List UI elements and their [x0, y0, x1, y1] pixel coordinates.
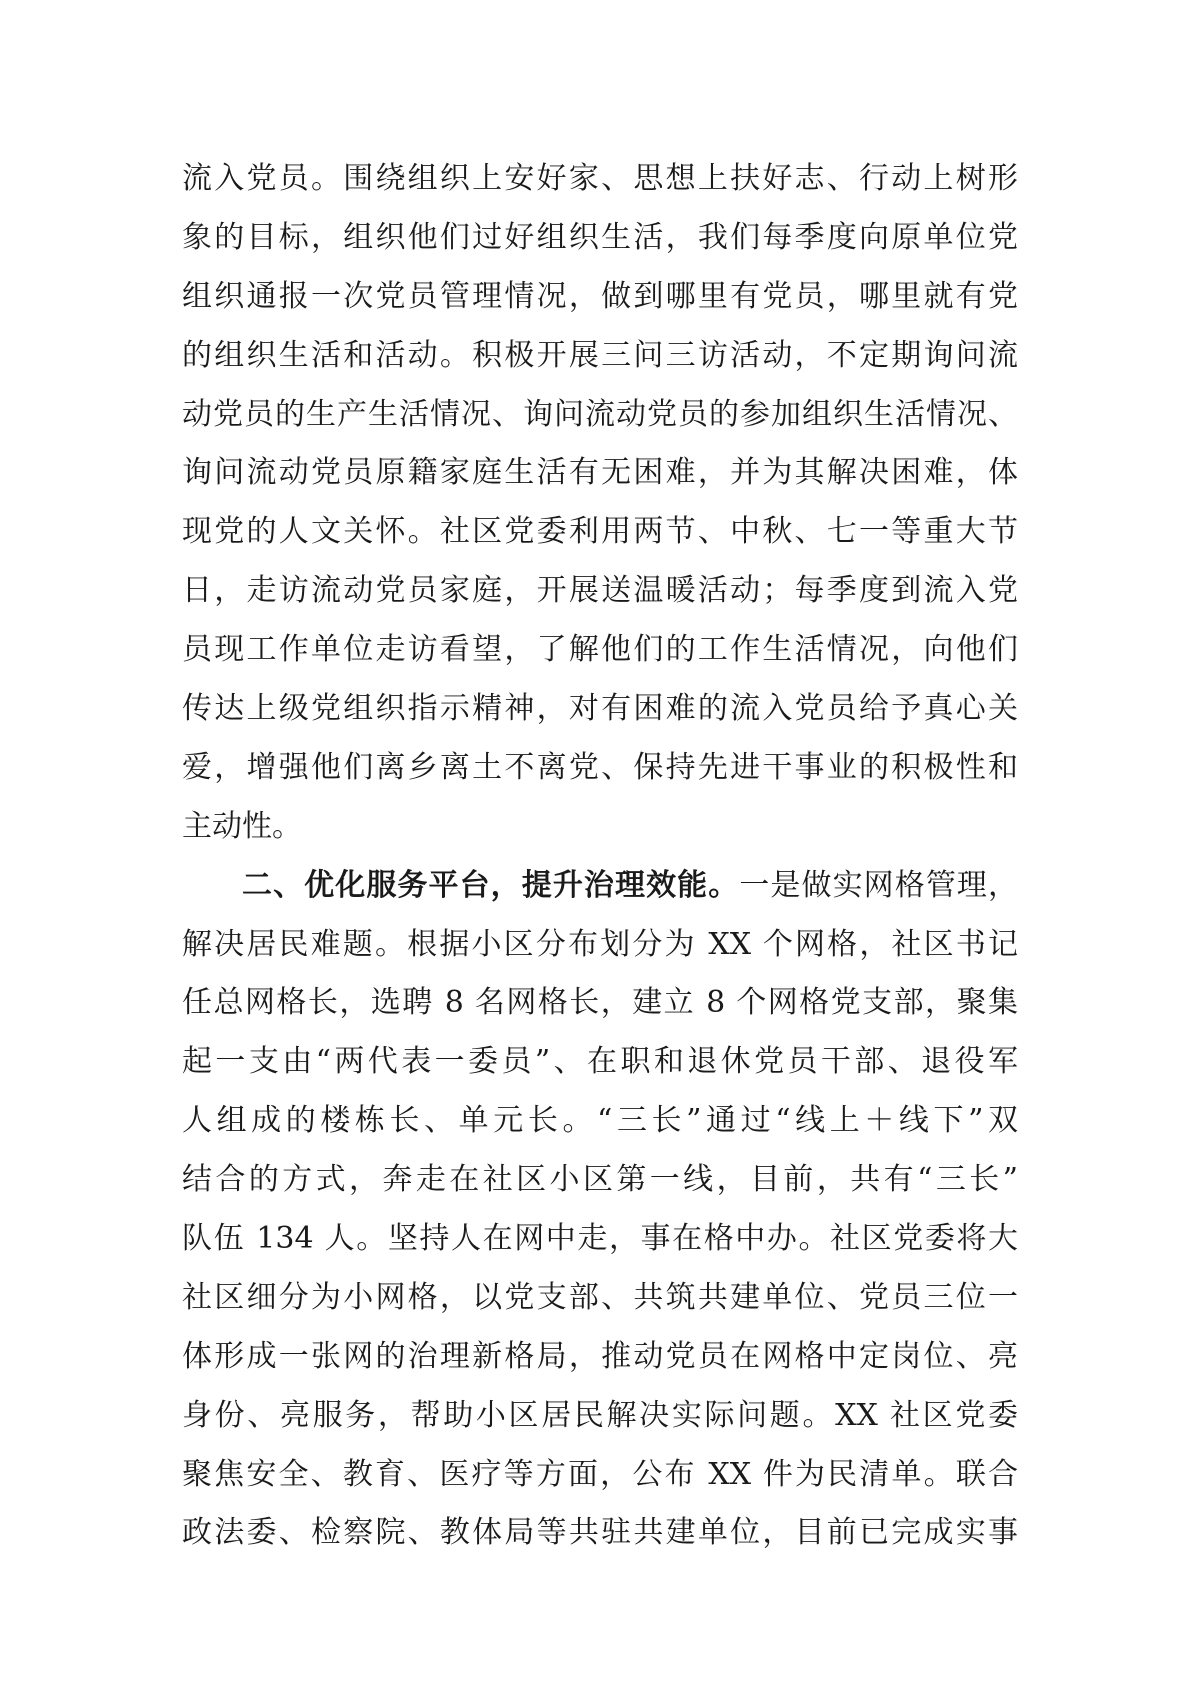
paragraph-1-line-4: 的组织生活和活动。积极开展三问三访活动，不定期询问流 [182, 337, 1018, 373]
paragraph-2-line-8: 社区细分为小网格，以党支部、共筑共建单位、党员三位一 [182, 1279, 1018, 1315]
paragraph-2-line-6: 结合的方式，奔走在社区小区第一线，目前，共有“三长” [182, 1162, 1018, 1198]
paragraph-2-first-line-rest: 一是做实网格管理， [739, 867, 1019, 903]
paragraph-2-line-11: 聚焦安全、教育、医疗等方面，公布 XX 件为民清单。联合 [182, 1456, 1018, 1492]
paragraph-1-line-2: 象的目标，组织他们过好组织生活，我们每季度向原单位党 [182, 219, 1018, 255]
paragraph-2-line-4: 起一支由“两代表一委员”、在职和退休党员干部、退役军 [182, 1044, 1018, 1080]
paragraph-2-line-9: 体形成一张网的治理新格局，推动党员在网格中定岗位、亮 [182, 1338, 1018, 1374]
paragraph-1-line-8: 日，走访流动党员家庭，开展送温暖活动；每季度到流入党 [182, 573, 1018, 609]
body-text [182, 150, 1018, 1563]
paragraph-2-first-line [182, 857, 1018, 916]
paragraph-1-line-3: 组织通报一次党员管理情况，做到哪里有党员，哪里就有党 [182, 278, 1018, 314]
paragraph-1-line-10: 传达上级党组织指示精神，对有困难的流入党员给予真心关 [182, 691, 1018, 727]
paragraph-1-line-9: 员现工作单位走访看望，了解他们的工作生活情况，向他们 [182, 632, 1018, 668]
section-heading: 二、优化服务平台，提升治理效能。 [242, 867, 740, 903]
paragraph-2-line-12: 政法委、检察院、教体局等共驻共建单位，目前已完成实事 [182, 1515, 1018, 1551]
paragraph-1-line-7: 现党的人文关怀。社区党委利用两节、中秋、七一等重大节 [182, 514, 1018, 550]
paragraph-1-line-6: 询问流动党员原籍家庭生活有无困难，并为其解决困难，体 [182, 455, 1018, 491]
paragraph-1-line-12: 主动性。 [182, 808, 302, 844]
paragraph-1-line-5: 动党员的生产生活情况、询问流动党员的参加组织生活情况、 [182, 396, 1018, 432]
paragraph-1-line-11: 爱，增强他们离乡离土不离党、保持先进干事业的积极性和 [182, 749, 1018, 785]
paragraph-2-line-7: 队伍 134 人。坚持人在网中走，事在格中办。社区党委将大 [182, 1221, 1018, 1257]
paragraph-2-line-5: 人组成的楼栋长、单元长。“三长”通过“线上＋线下”双 [182, 1103, 1018, 1139]
paragraph-2-line-3: 任总网格长，选聘 8 名网格长，建立 8 个网格党支部，聚集 [182, 985, 1018, 1021]
paragraph-1-line-1: 流入党员。围绕组织上安好家、思想上扶好志、行动上树形 [182, 161, 1018, 196]
paragraph-2-line-2: 解决居民难题。根据小区分布划分为 XX 个网格，社区书记 [182, 926, 1018, 962]
paragraph-2-line-10: 身份、亮服务，帮助小区居民解决实际问题。XX 社区党委 [182, 1397, 1018, 1433]
